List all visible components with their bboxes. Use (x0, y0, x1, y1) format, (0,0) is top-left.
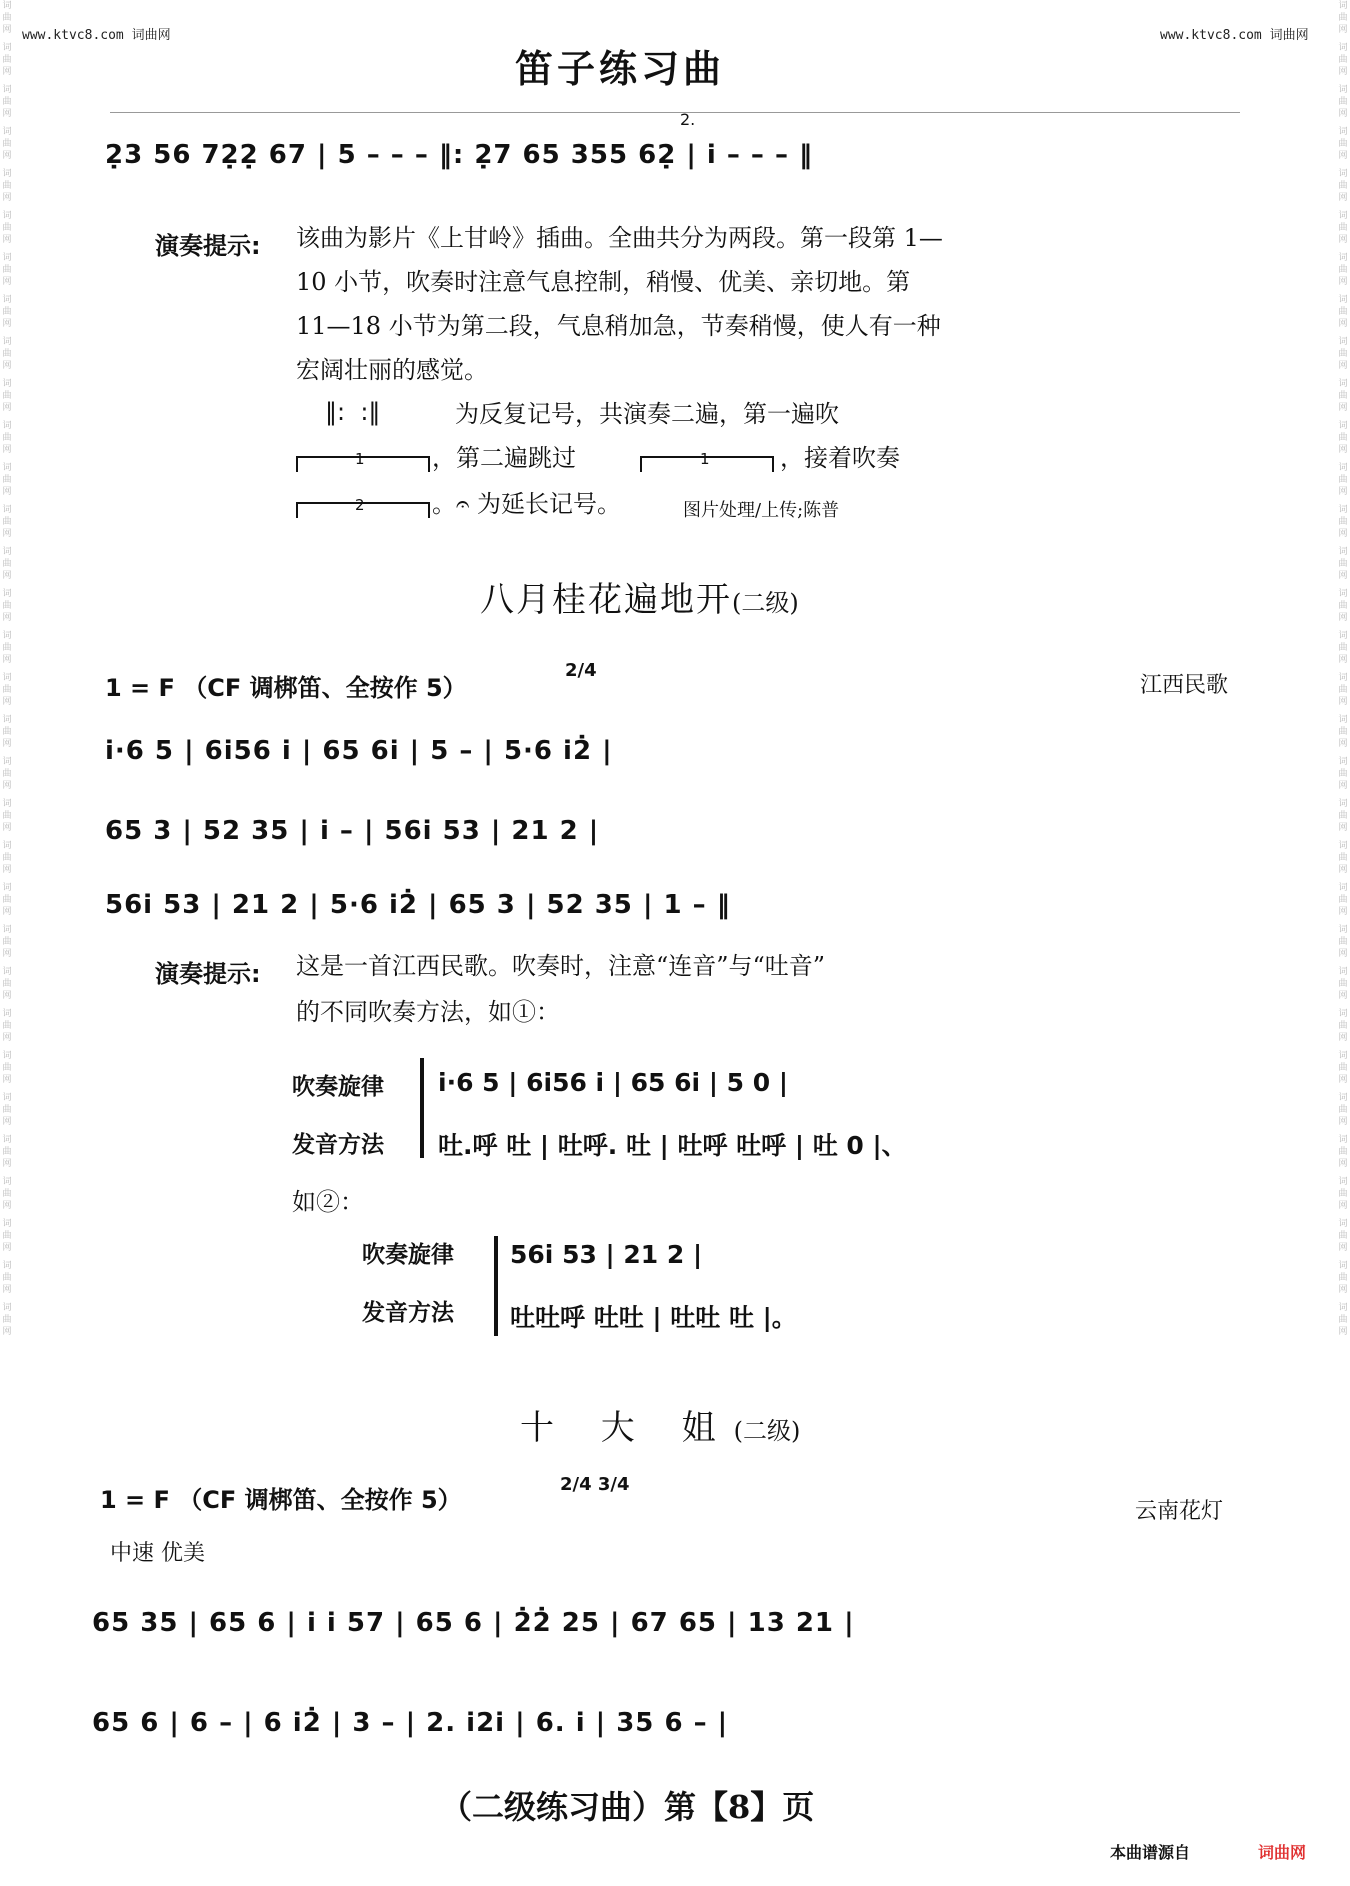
side-watermark-text: 词曲网 (2, 1177, 12, 1211)
song2-origin: 云南花灯 (1135, 1499, 1224, 1524)
side-watermark-text: 词曲网 (1338, 967, 1348, 1001)
side-watermark-text: 词曲网 (1338, 1051, 1348, 1085)
side-watermark-text: 词曲网 (1338, 715, 1348, 749)
song1-title (480, 572, 799, 621)
song2-title-text: 十 大 姐 (520, 1408, 734, 1448)
song1-staff-line-3: 56i 53 | 21 2 | 5·6 i2̇ | 65 3 | 52 35 | 1 – ‖ (105, 890, 731, 920)
song2-staff-line-1: 65 35 | 65 6 | i i 57 | 65 6 | 2̇2̇ 25 | 67 65 | 13 21 | (92, 1608, 855, 1638)
side-watermark-text: 词曲网 (1338, 295, 1348, 329)
volta-mark: 2. (680, 110, 696, 129)
side-watermark-text: 词曲网 (1338, 379, 1348, 413)
side-watermark-text: 词曲网 (1338, 547, 1348, 581)
side-watermark-text: 词曲网 (2, 253, 12, 287)
side-watermark-text: 词曲网 (2, 337, 12, 371)
song1-staff-line-2: 65 3 | 52 35 | i – | 56i 53 | 21 2 | (105, 816, 600, 846)
top-staff-line (105, 140, 813, 170)
example1-bracket (420, 1058, 424, 1158)
example2-articulation: 吐吐呼 吐吐 | 吐吐 吐 |。 (510, 1303, 797, 1332)
side-watermark-text: 词曲网 (1338, 841, 1348, 875)
side-watermark-text: 词曲网 (1338, 1093, 1348, 1127)
header-watermark-right[interactable]: www.ktvc8.com 词曲网 (1160, 28, 1309, 43)
song1-tips-line1: 这是一首江西民歌。吹奏时，注意“连音”与“吐音” (296, 952, 826, 980)
side-watermark-text: 词曲网 (1338, 631, 1348, 665)
example2-intro: 如②： (292, 1188, 364, 1216)
repeat-note-3: ，接着吹奏 (780, 444, 900, 472)
side-watermark-text: 词曲网 (1338, 1177, 1348, 1211)
side-watermark-text: 词曲网 (2, 1219, 12, 1253)
side-watermark-text: 词曲网 (2, 799, 12, 833)
song2-staff-line-2: 65 6 | 6 – | 6 i2̇ | 3 – | 2. i2i | 6. i | 35 6 – | (92, 1708, 729, 1738)
side-watermark-text: 词曲网 (1338, 883, 1348, 917)
volta-1-number-2: 1 (700, 450, 710, 468)
song1-level: (二级) (732, 589, 799, 617)
side-watermark-text: 词曲网 (2, 211, 12, 245)
side-watermark-text: 词曲网 (1338, 1303, 1348, 1337)
side-watermark-text: 词曲网 (2, 715, 12, 749)
header-watermark-left[interactable]: www.ktvc8.com 词曲网 (22, 28, 171, 43)
side-watermark-text: 词曲网 (2, 967, 12, 1001)
side-watermark-text: 词曲网 (1338, 1135, 1348, 1169)
repeat-note-1: 为反复记号，共演奏二遍，第一遍吹 (455, 400, 839, 428)
example2-articulation-label: 发音方法 (362, 1300, 454, 1326)
side-watermark-text: 词曲网 (2, 1051, 12, 1085)
side-watermark-text: 词曲网 (1338, 589, 1348, 623)
tips-label-top: 演奏提示: (155, 232, 261, 260)
page-footer-label: （二级练习曲）第【8】页 (440, 1788, 815, 1826)
side-watermark-text: 词曲网 (2, 295, 12, 329)
page-title: 笛子练习曲 (515, 46, 726, 91)
song1-staff-line-1: i·6 5 | 6i56 i | 65 6i | 5 – | 5·6 i2̇ | (105, 736, 613, 766)
side-watermark-text: 词曲网 (2, 421, 12, 455)
side-watermark-text: 词曲网 (2, 505, 12, 539)
example1-melody-label: 吹奏旋律 (292, 1074, 384, 1100)
song2-level: (二级) (733, 1417, 801, 1445)
side-watermark-text: 词曲网 (1338, 337, 1348, 371)
song1-title-text: 八月桂花遍地开 (480, 580, 732, 620)
side-watermark-text: 词曲网 (1338, 505, 1348, 539)
side-watermark-text: 词曲网 (1338, 673, 1348, 707)
top-staff-notes: 2̣3 56 72̣2̣ 67 | 5 – – – ‖: 2̣7 65 355 62̣ | i – – – ‖ (105, 140, 814, 170)
song1-time-signature: 2/4 (565, 660, 597, 681)
side-watermark-text: 词曲网 (1338, 757, 1348, 791)
side-watermark-text: 词曲网 (1338, 421, 1348, 455)
side-watermark-text: 词曲网 (2, 379, 12, 413)
song1-key: 1 = F （CF 调梆笛、全按作 5） (105, 674, 467, 702)
right-side-watermark (1336, 0, 1350, 1886)
example2-melody: 56i 53 | 21 2 | (510, 1240, 703, 1269)
side-watermark-text: 词曲网 (2, 925, 12, 959)
side-watermark-text: 词曲网 (1338, 925, 1348, 959)
side-watermark-text: 词曲网 (1338, 1, 1348, 35)
side-watermark-text: 词曲网 (2, 631, 12, 665)
song1-origin: 江西民歌 (1140, 673, 1229, 698)
side-watermark-text: 词曲网 (1338, 127, 1348, 161)
tips-label-song1: 演奏提示: (155, 960, 261, 988)
example1-articulation-label: 发音方法 (292, 1132, 384, 1158)
side-watermark-text: 词曲网 (1338, 85, 1348, 119)
side-watermark-text: 词曲网 (2, 463, 12, 497)
volta-2-number: 2 (355, 496, 365, 514)
side-watermark-text: 词曲网 (1338, 1261, 1348, 1295)
side-watermark-text: 词曲网 (2, 883, 12, 917)
side-watermark-text: 词曲网 (2, 1135, 12, 1169)
song1-tips-line2: 的不同吹奏方法，如①： (296, 998, 560, 1026)
side-watermark-text: 词曲网 (2, 1009, 12, 1043)
song2-title (520, 1400, 800, 1449)
example2-bracket (494, 1236, 498, 1336)
side-watermark-text: 词曲网 (1338, 169, 1348, 203)
example2-melody-label: 吹奏旋律 (362, 1242, 454, 1268)
side-watermark-text: 词曲网 (1338, 1219, 1348, 1253)
side-watermark-text: 词曲网 (2, 547, 12, 581)
side-watermark-text: 词曲网 (2, 1, 12, 35)
side-watermark-text: 词曲网 (1338, 43, 1348, 77)
side-watermark-text: 词曲网 (2, 169, 12, 203)
side-watermark-text: 词曲网 (1338, 253, 1348, 287)
repeat-note-2: ，第二遍跳过 (432, 444, 576, 472)
song2-time-signature: 2/4 3/4 (560, 1474, 630, 1495)
side-watermark-text: 词曲网 (2, 841, 12, 875)
side-watermark-text: 词曲网 (1338, 799, 1348, 833)
volta-1-number: 1 (355, 450, 365, 468)
side-watermark-text: 词曲网 (2, 1303, 12, 1337)
credit-text: 图片处理/上传;陈普 (683, 500, 840, 521)
side-watermark-text: 词曲网 (2, 673, 12, 707)
source-site-link[interactable]: 词曲网 (1258, 1843, 1307, 1862)
side-watermark-text: 词曲网 (1338, 463, 1348, 497)
side-watermark-text: 词曲网 (1338, 1009, 1348, 1043)
side-watermark-text: 词曲网 (2, 43, 12, 77)
side-watermark-text: 词曲网 (2, 1093, 12, 1127)
side-watermark-text: 词曲网 (2, 85, 12, 119)
repeat-sign-icon: ‖: :‖ (325, 398, 381, 426)
side-watermark-text: 词曲网 (2, 589, 12, 623)
side-watermark-text: 词曲网 (2, 757, 12, 791)
side-watermark-text: 词曲网 (2, 127, 12, 161)
repeat-note-4: 。𝄐 为延长记号。 (432, 490, 621, 518)
example1-articulation: 吐.呼 吐 | 吐呼. 吐 | 吐呼 吐呼 | 吐 0 |、 (438, 1131, 907, 1160)
tips-paragraph-top: 该曲为影片《上甘岭》插曲。全曲共分为两段。第一段第 1—10 小节，吹奏时注意气息控制，稍慢、优美、亲切地。第 11—18 小节为第二段，气息稍加急，节奏稍慢，使人有一种宏阔壮丽的感觉。 (296, 224, 943, 384)
left-side-watermark (0, 0, 14, 1886)
volta-line (110, 112, 1240, 113)
side-watermark-text: 词曲网 (2, 1261, 12, 1295)
source-credit-text: 本曲谱源自 (1110, 1843, 1191, 1862)
side-watermark-text: 词曲网 (1338, 211, 1348, 245)
song2-key: 1 = F （CF 调梆笛、全按作 5） (100, 1486, 462, 1514)
song2-tempo: 中速 优美 (110, 1541, 205, 1566)
example1-melody: i·6 5 | 6i56 i | 65 6i | 5 0 | (438, 1068, 788, 1097)
